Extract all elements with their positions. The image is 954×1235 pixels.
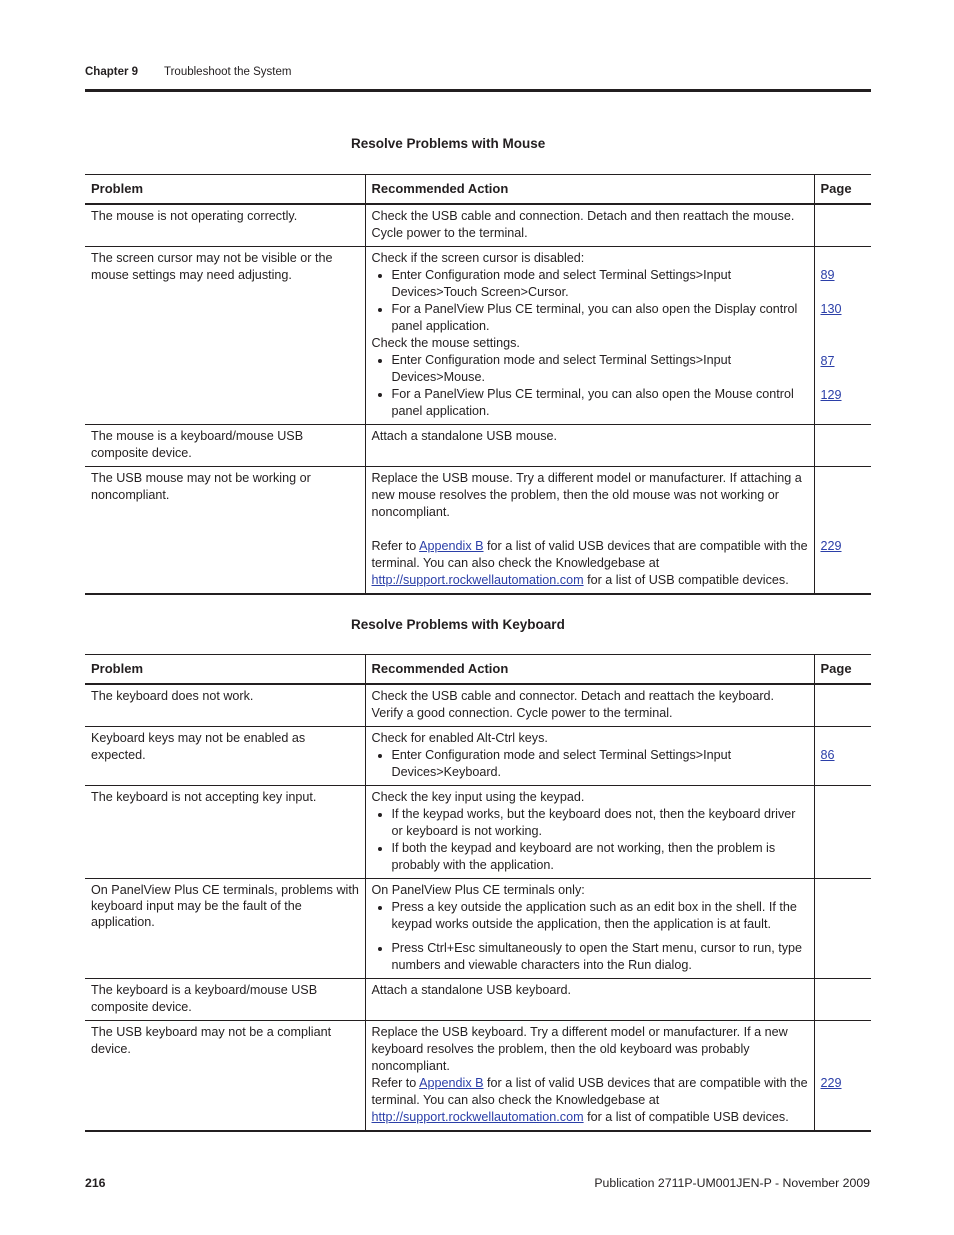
mouse-table [85, 174, 871, 595]
support-url-link[interactable]: http://support.rockwellautomation.com [371, 573, 584, 587]
problem-cell: Keyboard keys may not be enabled as expected. [91, 731, 306, 762]
page-cell [814, 1021, 871, 1132]
table-header-row [85, 175, 871, 205]
problem-cell: The mouse is a keyboard/mouse USB composite device. [91, 429, 304, 460]
table-header-row [85, 655, 871, 685]
page-link[interactable]: 229 [820, 1076, 842, 1090]
bullet-item: • Enter Configuration mode and select Terminal Settings>Input Devices>Touch Screen>Cursor. [392, 267, 809, 301]
section-label: Troubleshoot the System [164, 66, 292, 78]
action-cell [365, 786, 814, 879]
action-text: Check the mouse settings. [371, 336, 520, 350]
table-row [85, 425, 871, 467]
action-cell [365, 727, 814, 786]
action-cell [365, 467, 814, 595]
action-cell [365, 1021, 814, 1132]
refer-suffix: for a list of compatible USB devices. [583, 1110, 789, 1124]
page-cell [814, 879, 871, 979]
action-cell [365, 879, 814, 979]
page-link[interactable]: 89 [820, 268, 835, 282]
page-cell [814, 247, 871, 425]
bullet-item: • Press Ctrl+Esc simultaneously to open the Start menu, cursor to run, type numbers and viewable characters into the Run dialog. [392, 940, 809, 974]
publication-info: Publication 2711P-UM001JEN-P - November 2009 [594, 1176, 870, 1190]
table-row [85, 879, 871, 979]
action-text: On PanelView Plus CE terminals only: [371, 883, 585, 897]
page-link[interactable]: 229 [820, 539, 842, 553]
table-row [85, 786, 871, 879]
keyboard-table [85, 654, 871, 1132]
problem-cell: The mouse is not operating correctly. [91, 209, 298, 223]
bullet-item: • Enter Configuration mode and select Terminal Settings>Input Devices>Mouse. [392, 352, 809, 386]
action-cell: Attach a standalone USB keyboard. [365, 979, 814, 1021]
bullet-item: • Enter Configuration mode and select Terminal Settings>Input Devices>Keyboard. [392, 747, 809, 781]
page-link[interactable]: 129 [820, 388, 842, 402]
page-cell [814, 684, 871, 727]
table-row [85, 247, 871, 425]
table-row [85, 684, 871, 727]
action-cell [365, 247, 814, 425]
problem-cell: The screen cursor may not be visible or the mouse settings may need adjusting. [91, 251, 333, 282]
page-cell [814, 979, 871, 1021]
page-link[interactable]: 86 [820, 748, 835, 762]
table-row [85, 727, 871, 786]
refer-text [372, 1075, 809, 1126]
table-row [85, 979, 871, 1021]
page-link[interactable]: 130 [820, 302, 842, 316]
page-cell [814, 425, 871, 467]
action-text: Check if the screen cursor is disabled: [371, 251, 585, 265]
table-row [85, 1021, 871, 1132]
column-header-problem: Problem [91, 661, 144, 676]
column-header-problem: Problem [91, 181, 144, 196]
action-cell: Check the USB cable and connection. Detach and then reattach the mouse. Cycle power to the terminal. [365, 204, 814, 247]
refer-prefix: Refer to [371, 539, 420, 553]
bullet-item: • Press a key outside the application such as an edit box in the shell. If the keypad works outside the application, then the application is at fault. [392, 899, 809, 933]
problem-cell: The USB mouse may not be working or noncompliant. [91, 471, 311, 502]
problem-cell: The keyboard does not work. [91, 689, 254, 703]
action-text: Replace the USB keyboard. Try a different model or manufacturer. If a new keyboard resolves the problem, then the old keyboard was probably noncompliant. [371, 1025, 788, 1073]
action-text: Check for enabled Alt-Ctrl keys. [371, 731, 548, 745]
action-text: Check the key input using the keypad. [371, 790, 585, 804]
action-cell: Check the USB cable and connector. Detach and reattach the keyboard. Verify a good connection. Cycle power to the terminal. [365, 684, 814, 727]
column-header-action: Recommended Action [365, 655, 814, 685]
page-cell [814, 727, 871, 786]
table-row [85, 467, 871, 595]
running-header [85, 66, 292, 78]
column-header-page: Page [814, 175, 871, 205]
bullet-item: • For a PanelView Plus CE terminal, you can also open the Display control panel application. [392, 301, 809, 335]
page-cell [814, 786, 871, 879]
page-number: 216 [85, 1176, 106, 1190]
support-url-link[interactable]: http://support.rockwellautomation.com [371, 1110, 584, 1124]
refer-suffix: for a list of USB compatible devices. [583, 573, 789, 587]
bullet-item: • If the keypad works, but the keyboard does not, then the keyboard driver or keyboard is not working. [392, 806, 809, 840]
column-header-action: Recommended Action [365, 175, 814, 205]
keyboard-table-title: Resolve Problems with Keyboard [351, 617, 565, 632]
appendix-b-link[interactable]: Appendix B [419, 539, 484, 553]
problem-cell: The keyboard is not accepting key input. [91, 790, 317, 804]
problem-cell: The USB keyboard may not be a compliant device. [91, 1025, 332, 1056]
bullet-item: • For a PanelView Plus CE terminal, you can also open the Mouse control panel application. [392, 386, 809, 420]
appendix-b-link[interactable]: Appendix B [419, 1076, 484, 1090]
problem-cell: The keyboard is a keyboard/mouse USB composite device. [91, 983, 318, 1014]
action-text: Replace the USB mouse. Try a different model or manufacturer. If attaching a new mouse resolves the problem, then the old mouse was not working or noncompliant. [371, 471, 802, 519]
table-row [85, 204, 871, 247]
page-link[interactable]: 87 [820, 354, 835, 368]
header-rule [85, 89, 871, 92]
page-cell [814, 467, 871, 595]
problem-cell: On PanelView Plus CE terminals, problems with keyboard input may be the fault of the application. [91, 883, 359, 929]
column-header-page: Page [814, 655, 871, 685]
refer-prefix: Refer to [371, 1076, 420, 1090]
page-cell [814, 204, 871, 247]
mouse-table-title: Resolve Problems with Mouse [351, 136, 546, 151]
refer-middle: for a list of valid USB devices that are compatible with the terminal. You can also check the Knowledgebase at [371, 1076, 808, 1107]
chapter-label: Chapter 9 [85, 66, 139, 78]
refer-text [372, 538, 809, 589]
refer-middle: for a list of valid USB devices that are compatible with the terminal. You can also check the Knowledgebase at [371, 539, 808, 570]
bullet-item: • If both the keypad and keyboard are not working, then the problem is probably with the application. [392, 840, 809, 874]
action-cell: Attach a standalone USB mouse. [365, 425, 814, 467]
